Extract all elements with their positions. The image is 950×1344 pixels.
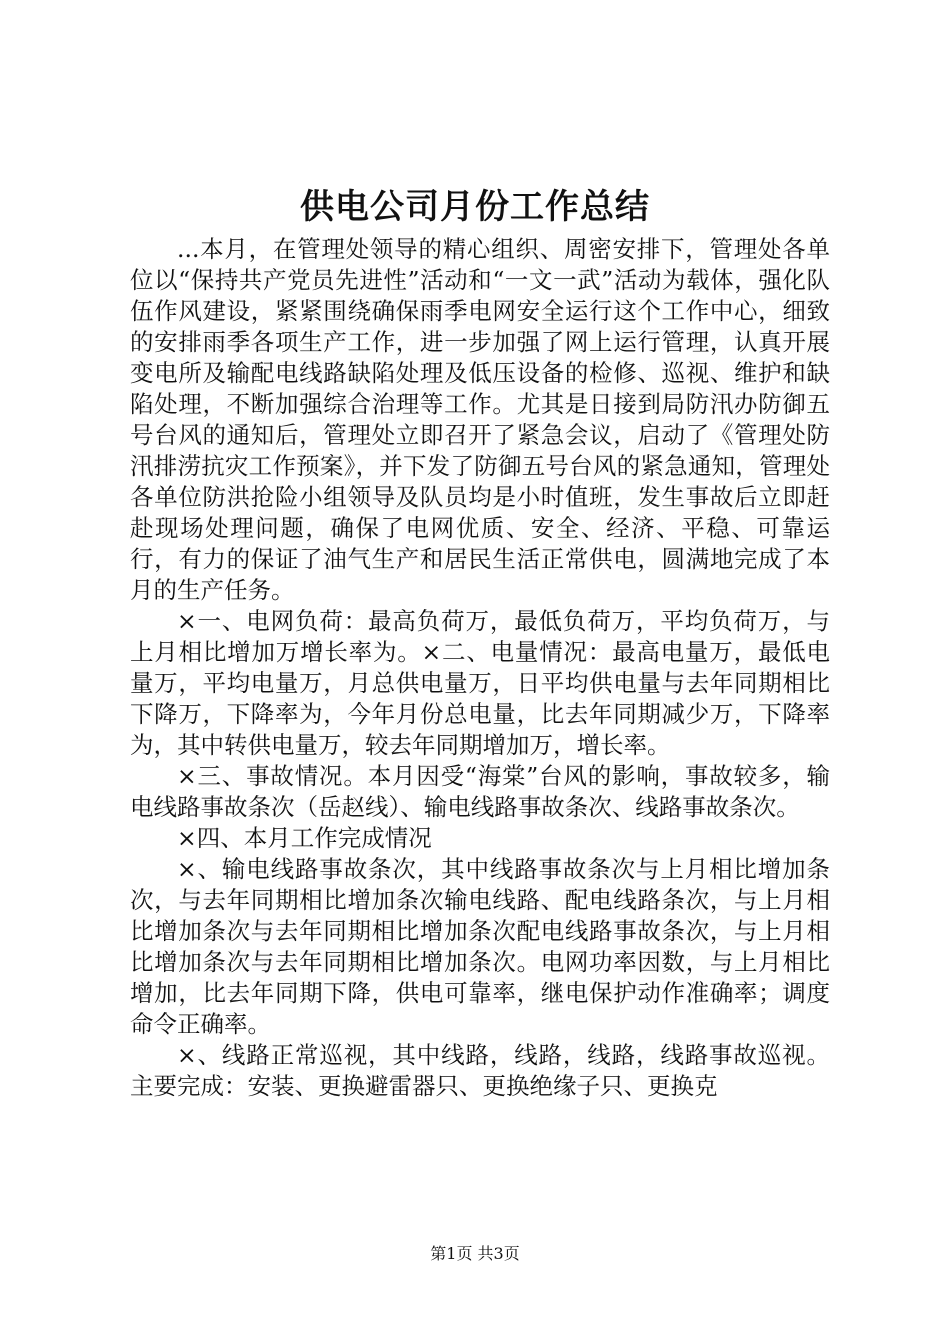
paragraph-accidents: ×三、事故情况。本月因受“海棠”台风的影响，事故较多，输电线路事故条次（岳赵线）、输电线路事故条次、线路事故条次。: [130, 762, 830, 821]
paragraph-work-heading: ×四、本月工作完成情况: [177, 824, 432, 852]
paragraph-line-accidents: ×、输电线路事故条次，其中线路事故条次与上月相比增加条次，与去年同期相比增加条次输电线路、配电线路条次，与上月相比增加条次与去年同期相比增加条次配电线路事故条次，与上月相比增加条次与去年同期相比增加条次。电网功率因数，与上月相比增加，比去年同期下降，供电可靠率，继电保护动作准确率；调度命令正确率。: [130, 855, 830, 1038]
paragraph-intro: ...本月，在管理处领导的精心组织、周密安排下，管理处各单位以“保持共产党员先进性”活动和“一文一武”活动为载体，强化队伍作风建设，紧紧围绕确保雨季电网安全运行这个工作中心，细致的安排雨季各项生产工作，进一步加强了网上运行管理，认真开展变电所及输配电线路缺陷处理及低压设备的检修、巡视、维护和缺陷处理，不断加强综合治理等工作。尤其是日接到局防汛办防御五号台风的通知后，管理处立即召开了紧急会议，启动了《管理处防汛排涝抗灾工作预案》，并下发了防御五号台风的紧急通知，管理处各单位防洪抢险小组领导及队员均是小时值班，发生事故后立即赶赴现场处理问题，确保了电网优质、安全、经济、平稳、可靠运行，有力的保证了油气生产和居民生活正常供电，圆满地完成了本月的生产任务。: [130, 235, 830, 604]
page-footer: 第1页 共3页: [430, 1244, 520, 1263]
document-body: [130, 234, 830, 1102]
document-title: 供电公司月份工作总结: [300, 187, 650, 227]
paragraph-load-and-energy: ×一、电网负荷：最高负荷万，最低负荷万，平均负荷万，与上月相比增加万增长率为。×二、电量情况：最高电量万，最低电量万，平均电量万，月总供电量万，日平均供电量与去年同期相比下降万，下降率为，今年月份总电量，比去年同期减少万，下降率为，其中转供电量万，较去年同期增加万，增长率。: [130, 607, 830, 759]
paragraph-line-patrol: ×、线路正常巡视，其中线路，线路，线路，线路事故巡视。主要完成：安装、更换避雷器只、更换绝缘子只、更换克: [130, 1041, 830, 1100]
